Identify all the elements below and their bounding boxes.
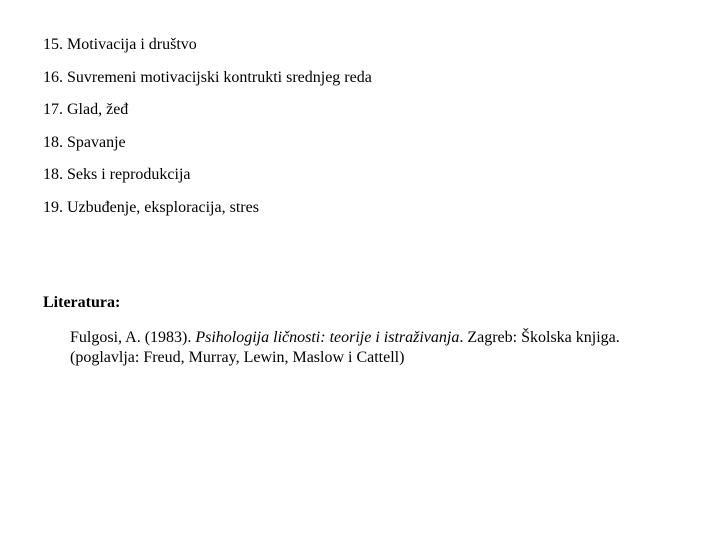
reference-publisher: . Zagreb: Školska knjiga. bbox=[459, 329, 620, 346]
topic-item: 18. Seks i reprodukcija bbox=[43, 166, 191, 184]
literature-heading: Literatura: bbox=[43, 294, 121, 311]
topic-item: 18. Spavanje bbox=[43, 133, 126, 151]
topic-list bbox=[43, 34, 372, 230]
reference-citation bbox=[70, 327, 620, 349]
topic-item: 19. Uzbuđenje, eksploracija, stres bbox=[43, 198, 259, 216]
topic-item: 15. Motivacija i društvo bbox=[43, 36, 197, 53]
reference-note: (poglavlja: Freud, Murray, Lewin, Maslow i Cattell) bbox=[70, 349, 405, 366]
reference-title: Psihologija ličnosti: teorije i istraživanja bbox=[195, 329, 460, 346]
topic-item: 16. Suvremeni motivacijski kontrukti srednjeg reda bbox=[43, 68, 372, 86]
topic-item: 17. Glad, žeđ bbox=[43, 101, 129, 119]
reference-authors: Fulgosi, A. (1983). bbox=[70, 329, 196, 346]
